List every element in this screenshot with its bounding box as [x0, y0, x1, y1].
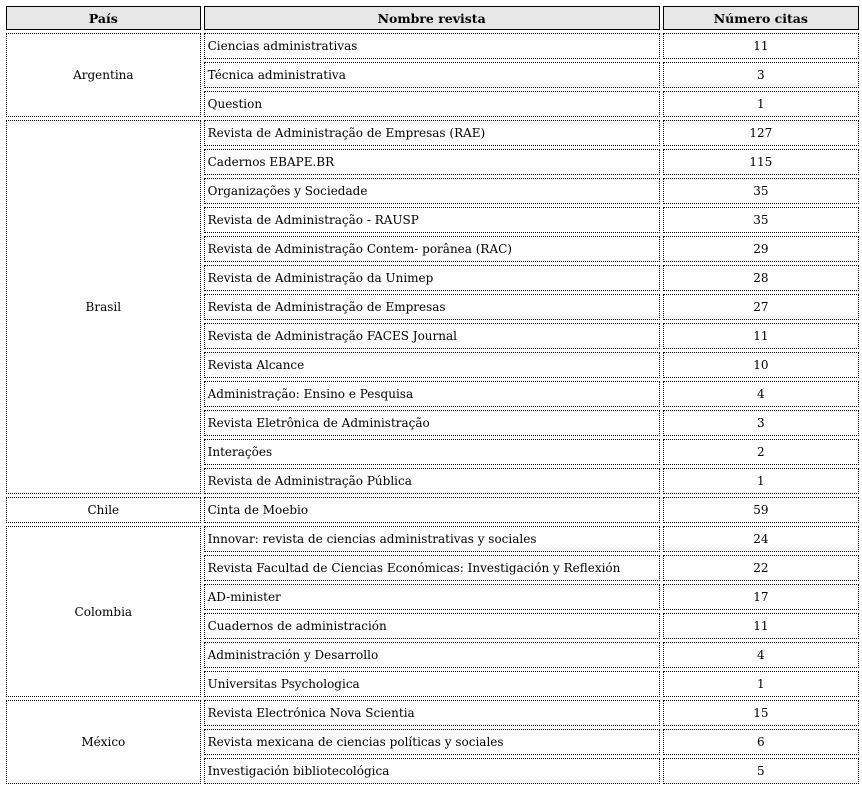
citations-cell: 15 [663, 700, 859, 726]
table-body [6, 33, 859, 784]
journal-cell: Cinta de Moebio [204, 497, 660, 523]
country-cell: Argentina [6, 33, 201, 117]
journal-cell: Revista de Administração Contem- porânea (RAC) [204, 236, 660, 262]
citations-cell: 17 [663, 584, 859, 610]
journal-cell: Innovar: revista de ciencias administrativas y sociales [204, 526, 660, 552]
citations-cell: 22 [663, 555, 859, 581]
journal-cell: Técnica administrativa [204, 62, 660, 88]
citations-cell: 11 [663, 613, 859, 639]
citations-cell: 29 [663, 236, 859, 262]
country-cell: Chile [6, 497, 201, 523]
citations-cell: 4 [663, 381, 859, 407]
header-country: País [6, 6, 201, 30]
journal-cell: Revista Facultad de Ciencias Económicas: Investigación y Reflexión [204, 555, 660, 581]
citations-cell: 35 [663, 207, 859, 233]
citations-cell: 5 [663, 758, 859, 784]
citations-cell: 10 [663, 352, 859, 378]
citations-cell: 115 [663, 149, 859, 175]
citations-cell: 27 [663, 294, 859, 320]
table-row [6, 700, 859, 726]
journal-cell: Revista de Administração Pública [204, 468, 660, 494]
header-row [6, 6, 859, 30]
journal-cell: AD-minister [204, 584, 660, 610]
country-cell: Colombia [6, 526, 201, 697]
citations-cell: 1 [663, 671, 859, 697]
citations-cell: 28 [663, 265, 859, 291]
citations-cell: 59 [663, 497, 859, 523]
journal-cell: Cuadernos de administración [204, 613, 660, 639]
citations-cell: 127 [663, 120, 859, 146]
citations-cell: 1 [663, 468, 859, 494]
table-row [6, 33, 859, 59]
citations-cell: 24 [663, 526, 859, 552]
citations-cell: 6 [663, 729, 859, 755]
citations-cell: 11 [663, 323, 859, 349]
journal-cell: Cadernos EBAPE.BR [204, 149, 660, 175]
citations-cell: 2 [663, 439, 859, 465]
journal-cell: Revista de Administração - RAUSP [204, 207, 660, 233]
citations-cell: 11 [663, 33, 859, 59]
table-row [6, 497, 859, 523]
journal-cell: Organizações y Sociedade [204, 178, 660, 204]
journal-cell: Revista de Administração FACES Journal [204, 323, 660, 349]
citations-cell: 1 [663, 91, 859, 117]
journal-cell: Revista de Administração de Empresas (RAE) [204, 120, 660, 146]
header-citations: Número citas [663, 6, 859, 30]
journal-cell: Administração: Ensino e Pesquisa [204, 381, 660, 407]
citations-table [3, 3, 862, 787]
journal-cell: Investigación bibliotecológica [204, 758, 660, 784]
table-row [6, 120, 859, 146]
journal-cell: Universitas Psychologica [204, 671, 660, 697]
journal-cell: Question [204, 91, 660, 117]
journal-cell: Revista Eletrônica de Administração [204, 410, 660, 436]
citations-cell: 4 [663, 642, 859, 668]
country-cell: Brasil [6, 120, 201, 494]
country-cell: México [6, 700, 201, 784]
journal-cell: Interações [204, 439, 660, 465]
citations-cell: 3 [663, 62, 859, 88]
journal-cell: Revista de Administração de Empresas [204, 294, 660, 320]
journal-cell: Revista de Administração da Unimep [204, 265, 660, 291]
journal-cell: Revista Alcance [204, 352, 660, 378]
journal-cell: Ciencias administrativas [204, 33, 660, 59]
header-journal: Nombre revista [204, 6, 660, 30]
citations-cell: 3 [663, 410, 859, 436]
journal-cell: Administración y Desarrollo [204, 642, 660, 668]
journal-cell: Revista Electrónica Nova Scientia [204, 700, 660, 726]
table-row [6, 526, 859, 552]
citations-cell: 35 [663, 178, 859, 204]
journal-cell: Revista mexicana de ciencias políticas y sociales [204, 729, 660, 755]
